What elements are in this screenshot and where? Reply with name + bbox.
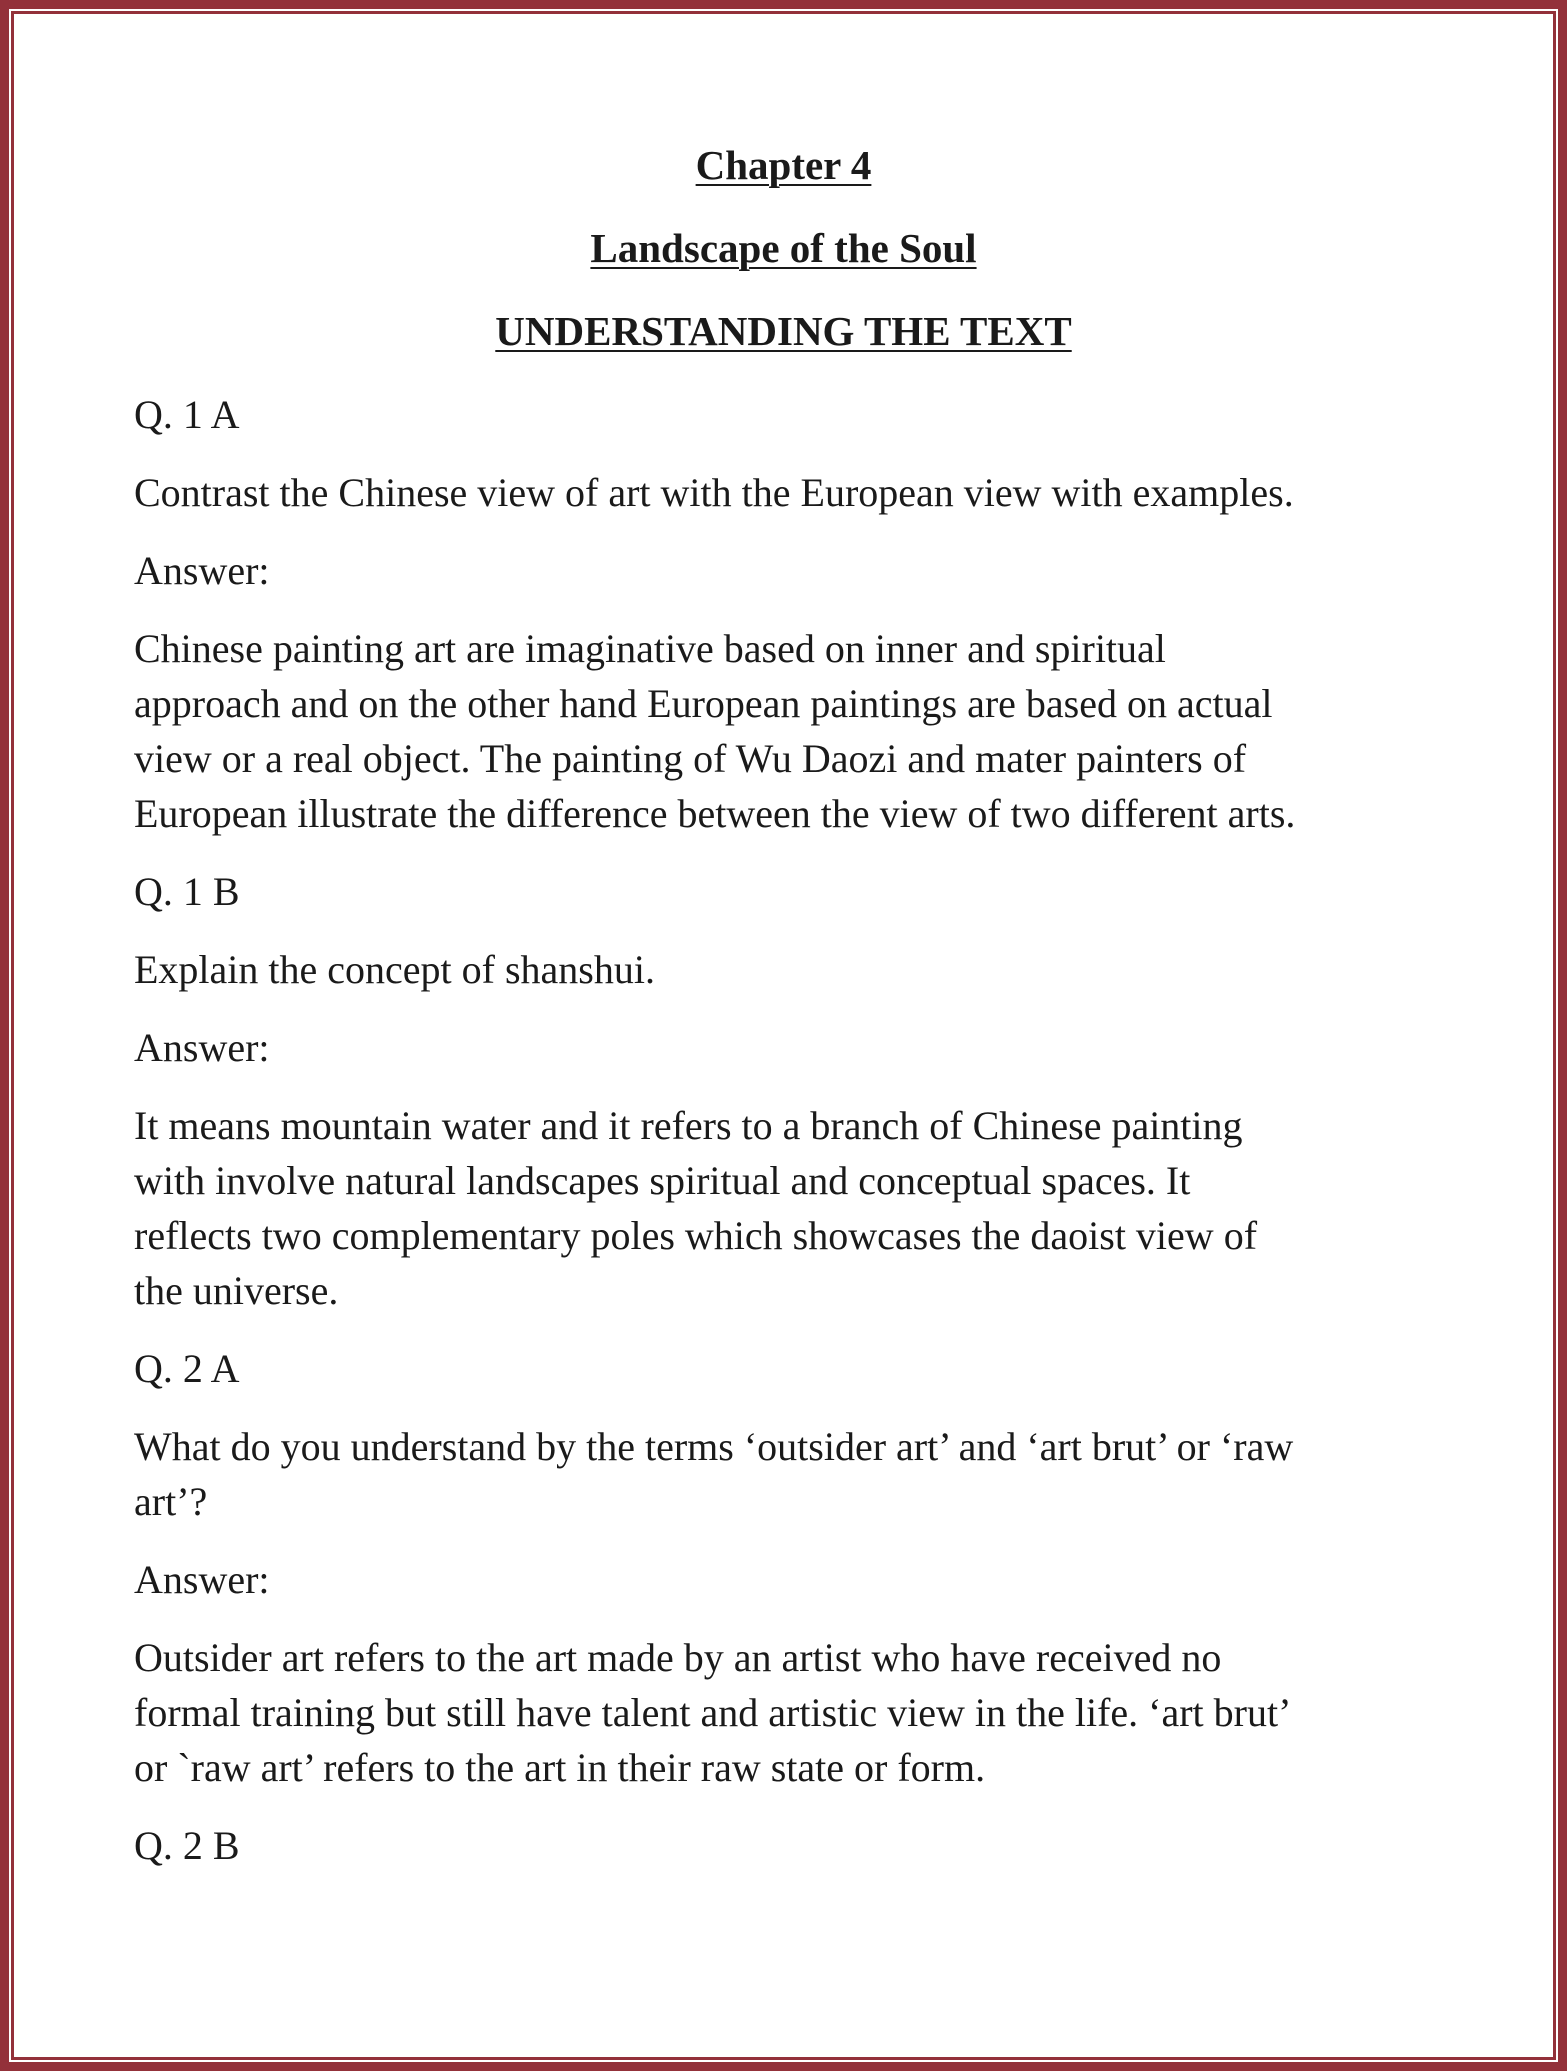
question-label: Q. 2 A: [134, 1346, 240, 1391]
question-text: What do you understand by the terms ‘outsider art’ and ‘art brut’ or ‘raw art’?: [134, 1424, 1294, 1524]
answer-label: Answer:: [134, 1557, 270, 1602]
document-body: [134, 138, 1454, 1896]
chapter-heading: Chapter 4: [695, 142, 872, 188]
lesson-heading: Landscape of the Soul: [590, 225, 977, 271]
answer-text: It means mountain water and it refers to a branch of Chinese painting with involve natural landscapes spiritual and conceptual spaces. It reflects two complementary poles which showcases the daoist view of the universe.: [134, 1103, 1258, 1313]
answer-text: Outsider art refers to the art made by an artist who have received no formal training but still have talent and artistic view in the life. ‘art brut’ or `raw art’ refers to the art in their raw state or form.: [134, 1635, 1292, 1790]
question-label: Q. 1 A: [134, 392, 240, 437]
question-label: Q. 2 B: [134, 1823, 240, 1868]
question-text: Contrast the Chinese view of art with the European view with examples.: [134, 470, 1294, 515]
answer-text: Chinese painting art are imaginative based on inner and spiritual approach and on the other hand European paintings are based on actual view or a real object. The painting of Wu Daozi and mater painters of European illustrate the difference between the view of two different arts.: [134, 626, 1296, 836]
answer-label: Answer:: [134, 1025, 270, 1070]
question-text: Explain the concept of shanshui.: [134, 947, 655, 992]
answer-label: Answer:: [134, 548, 270, 593]
title-block: [0, 138, 1567, 359]
question-label: Q. 1 B: [134, 869, 240, 914]
section-heading: UNDERSTANDING THE TEXT: [495, 308, 1072, 354]
